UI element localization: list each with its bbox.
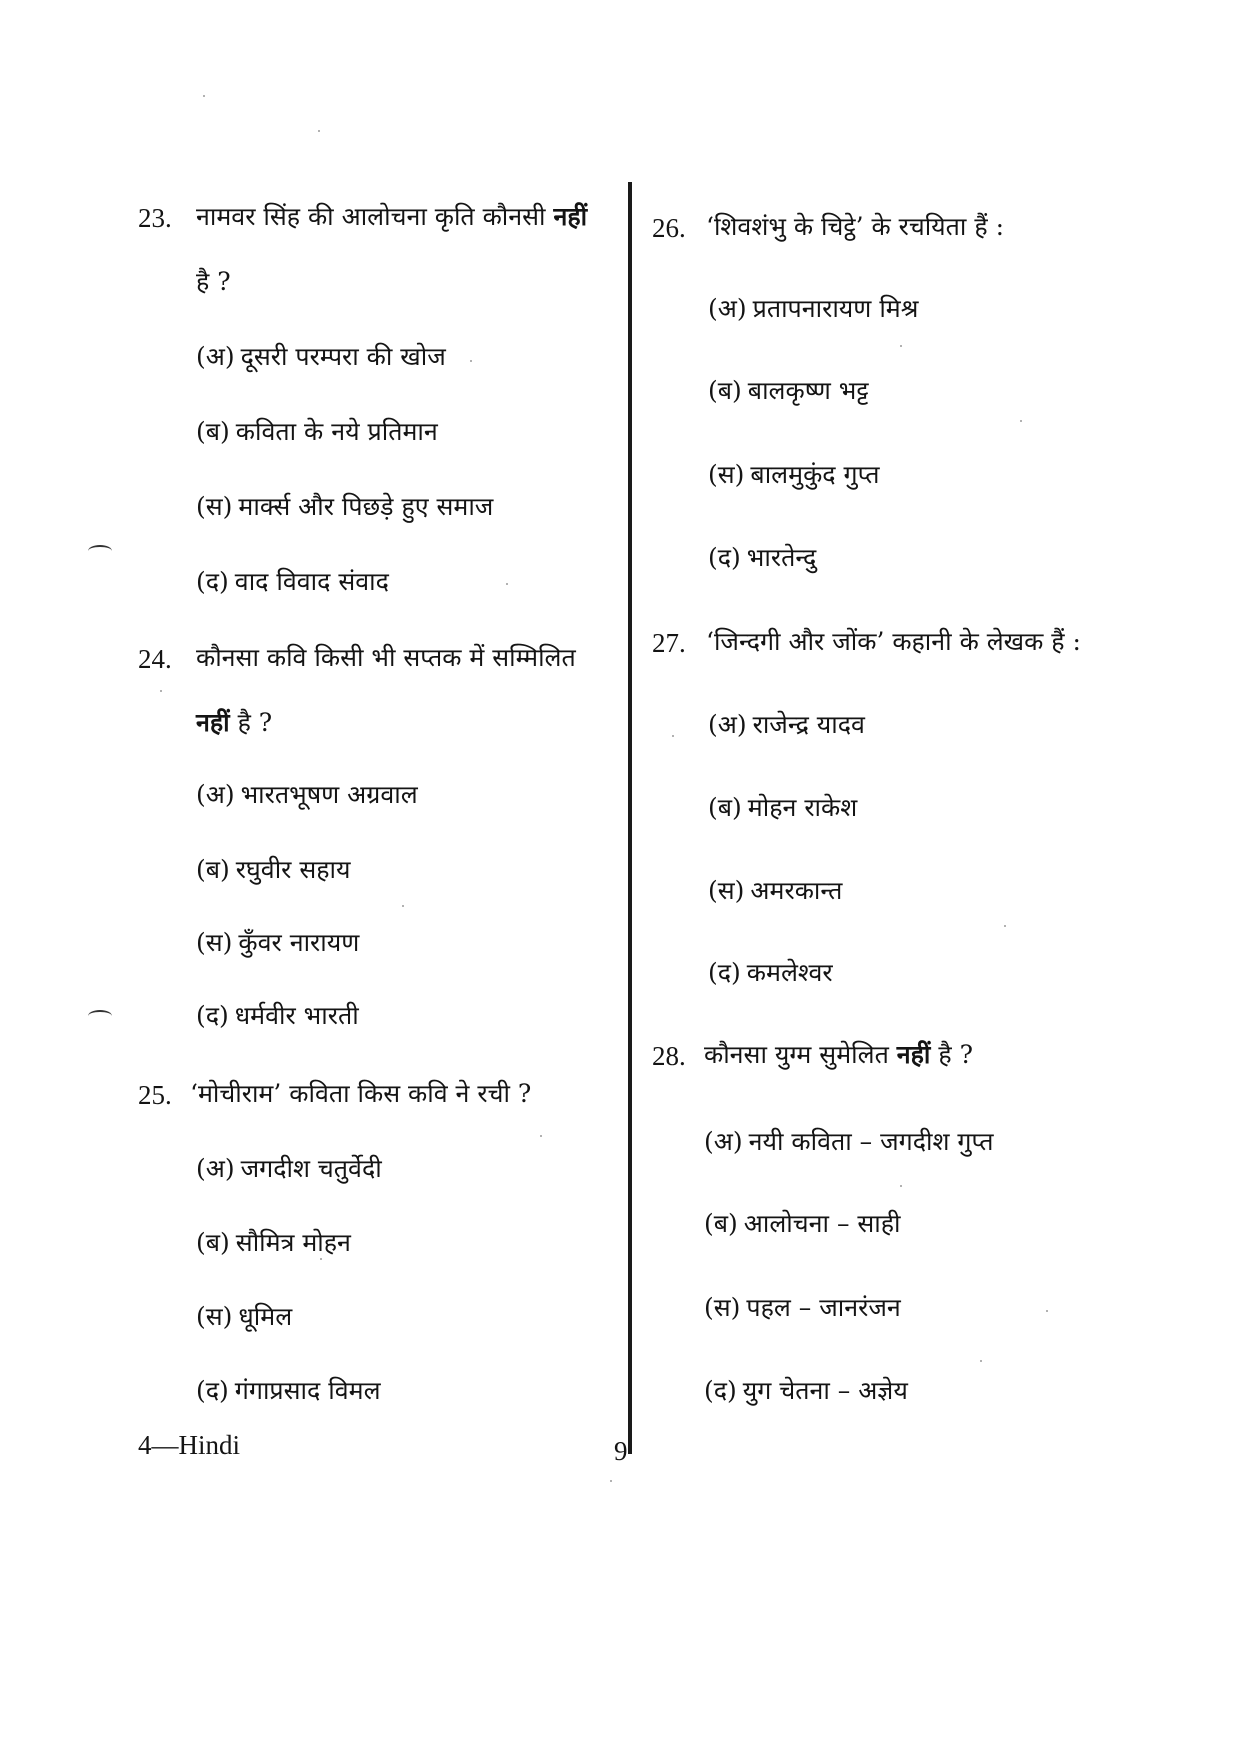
question-text-part: है ? (229, 708, 273, 737)
option-label: (ब) (704, 1209, 738, 1238)
option-label: (द) (196, 1376, 229, 1405)
option-b (708, 374, 869, 408)
page-number: 9 (614, 1436, 628, 1466)
option-d (196, 999, 359, 1033)
option-text: भारतभूषण अग्रवाल (240, 780, 418, 809)
option-c (196, 490, 493, 524)
option-c (708, 874, 842, 908)
option-a (196, 1152, 382, 1186)
option-label: (स) (196, 928, 233, 957)
scan-mark (88, 545, 112, 557)
option-label: (ब) (708, 376, 742, 405)
option-c (708, 458, 880, 492)
scan-mark (88, 1010, 112, 1022)
option-label: (ब) (196, 855, 230, 884)
option-text: अमरकान्त (750, 876, 843, 905)
option-label: (द) (196, 567, 229, 596)
option-a (704, 1125, 993, 1159)
option-label: (अ) (196, 1154, 235, 1183)
option-label: (ब) (196, 1228, 230, 1257)
option-label: (अ) (708, 294, 747, 323)
option-label: (ब) (196, 417, 230, 446)
option-a (196, 340, 446, 374)
option-b (704, 1207, 901, 1241)
option-text: प्रतापनारायण मिश्र (752, 294, 919, 323)
question-text-bold: नहीं (553, 202, 588, 231)
option-a (708, 292, 918, 326)
option-label: (स) (708, 460, 745, 489)
option-label: (द) (708, 543, 741, 572)
option-text: कमलेश्वर (746, 958, 833, 987)
option-label: (अ) (704, 1127, 743, 1156)
question-text: ‘मोचीराम’ कविता किस कवि ने रची ? (190, 1079, 532, 1108)
option-text: नयी कविता – जगदीश गुप्त (748, 1127, 994, 1156)
option-text: राजेन्द्र यादव (752, 710, 865, 739)
option-c (704, 1291, 901, 1325)
option-label: (अ) (196, 780, 235, 809)
option-label: (द) (704, 1376, 737, 1405)
option-label: (द) (708, 958, 741, 987)
option-d (196, 1374, 381, 1408)
option-text: वाद विवाद संवाद (234, 567, 389, 596)
option-label: (द) (196, 1001, 229, 1030)
question-text-bold: नहीं (896, 1040, 931, 1069)
option-text: कविता के नये प्रतिमान (235, 417, 438, 446)
option-a (196, 778, 418, 812)
question-number: 23. (138, 203, 172, 233)
question-number: 27. (652, 628, 686, 658)
paper-code: 4—Hindi (138, 1430, 241, 1460)
option-label: (स) (196, 1302, 233, 1331)
question-text: ‘शिवशंभु के चिट्ठे’ के रचयिता हैं : (706, 212, 1004, 241)
option-d (196, 565, 389, 599)
question-text-part: है ? (930, 1040, 973, 1069)
question-number: 25. (138, 1080, 172, 1110)
option-text: बालमुकुंद गुप्त (750, 460, 880, 489)
option-b (196, 1226, 351, 1260)
question-text-bold: नहीं (196, 708, 230, 737)
option-text: भारतेन्दु (746, 543, 817, 572)
option-text: धर्मवीर भारती (234, 1001, 359, 1030)
option-text: दूसरी परम्परा की खोज (240, 342, 446, 371)
option-b (196, 415, 438, 449)
option-text: रघुवीर सहाय (235, 855, 351, 884)
option-c (196, 1300, 292, 1334)
option-label: (स) (708, 876, 745, 905)
option-label: (ब) (708, 793, 742, 822)
option-label: (स) (704, 1293, 741, 1322)
option-label: (अ) (708, 710, 747, 739)
question-number: 24. (138, 644, 172, 674)
option-d (708, 541, 816, 575)
option-d (708, 956, 833, 990)
question-text-part: नामवर सिंह की आलोचना कृति कौनसी (196, 202, 554, 231)
question-text: ‘जिन्दगी और जोंक’ कहानी के लेखक हैं : (706, 627, 1081, 656)
question-text (704, 1038, 973, 1072)
option-text: पहल – जानरंजन (746, 1293, 901, 1322)
question-number: 26. (652, 213, 686, 243)
option-text: बालकृष्ण भट्ट (747, 376, 869, 405)
option-c (196, 926, 359, 960)
option-a (708, 708, 865, 742)
question-text: कौनसा कवि किसी भी सप्तक में सम्मिलित (196, 643, 576, 672)
option-text: मोहन राकेश (747, 793, 858, 822)
option-label: (स) (196, 492, 233, 521)
option-b (708, 791, 857, 825)
option-text: आलोचना – साही (743, 1209, 901, 1238)
question-text-line2: है ? (196, 267, 231, 296)
option-text: जगदीश चतुर्वेदी (240, 1154, 382, 1183)
question-text (196, 200, 587, 234)
option-text: कुँवर नारायण (238, 928, 360, 957)
option-d (704, 1374, 908, 1408)
option-text: मार्क्स और पिछड़े हुए समाज (238, 492, 494, 521)
question-text-line2 (196, 706, 272, 740)
option-b (196, 853, 351, 887)
option-text: सौमित्र मोहन (235, 1228, 351, 1257)
column-divider (628, 182, 632, 1454)
option-text: युग चेतना – अज्ञेय (742, 1376, 908, 1405)
question-number: 28. (652, 1041, 686, 1071)
option-text: धूमिल (238, 1302, 293, 1331)
option-label: (अ) (196, 342, 235, 371)
question-text-part: कौनसा युग्म सुमेलित (704, 1040, 897, 1069)
option-text: गंगाप्रसाद विमल (234, 1376, 381, 1405)
